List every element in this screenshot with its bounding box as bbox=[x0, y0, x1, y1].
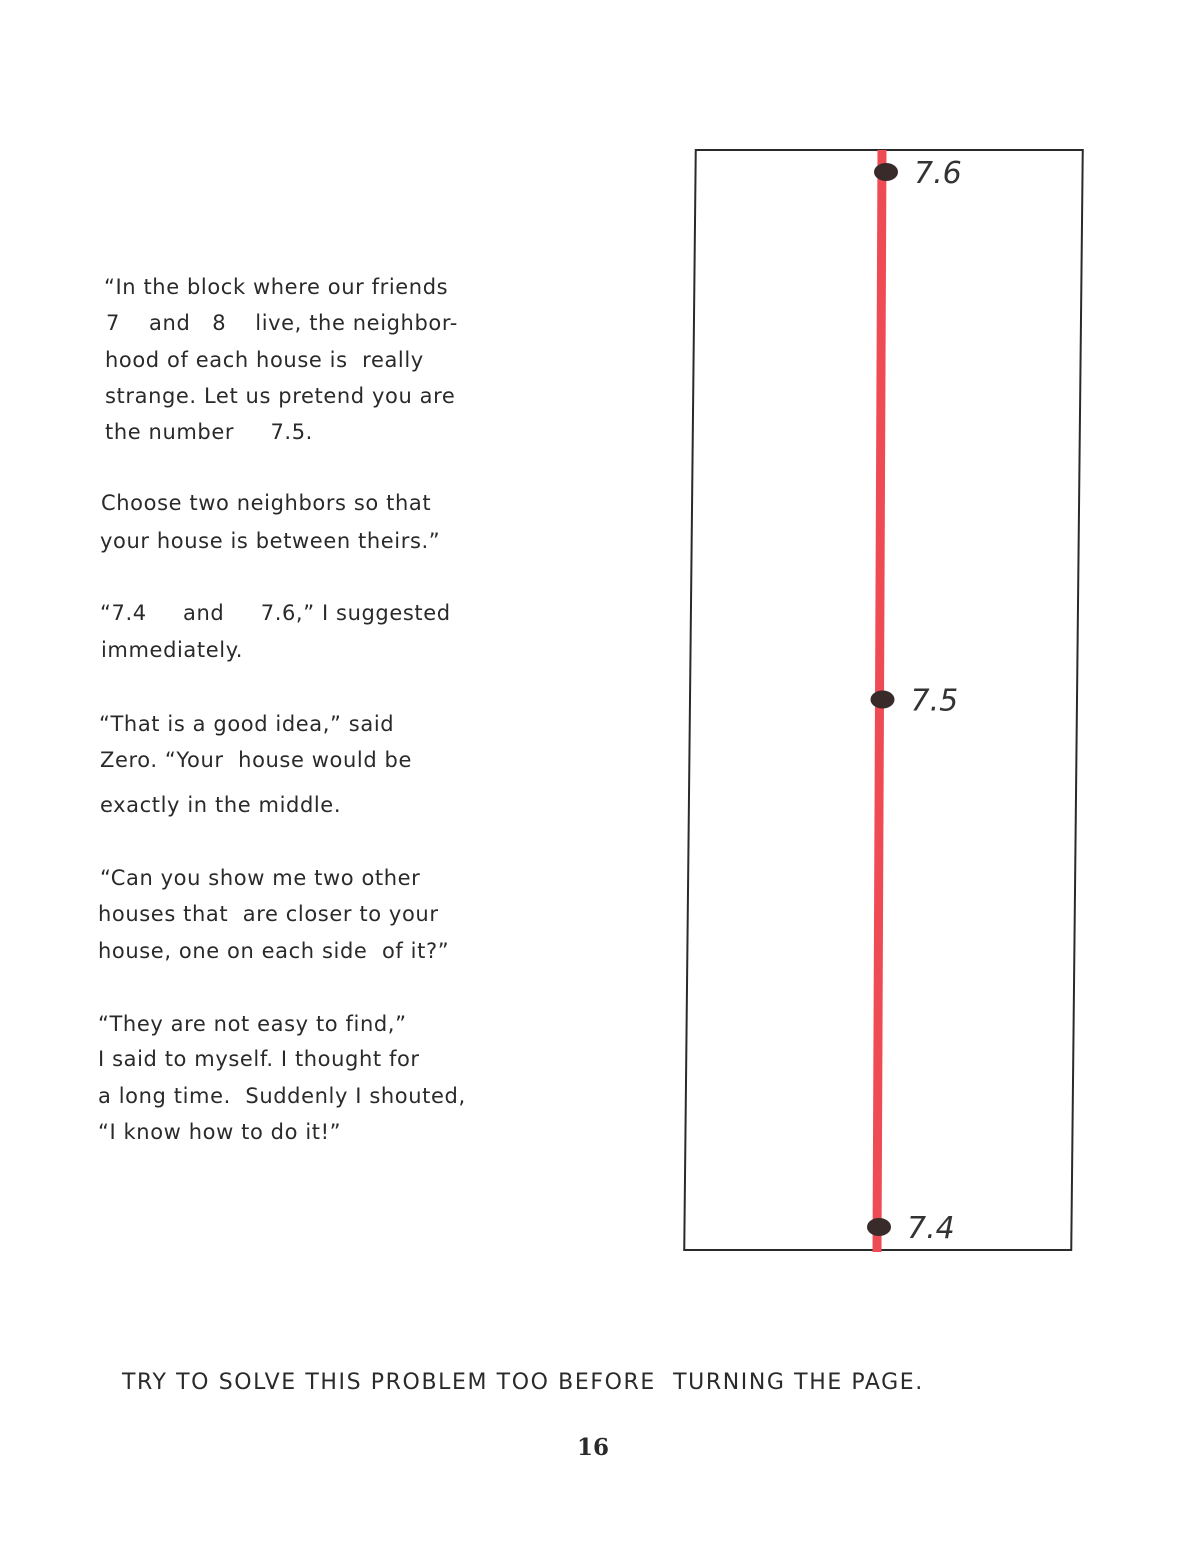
point-marker bbox=[874, 163, 898, 181]
point-label: 7.4 bbox=[907, 1211, 955, 1246]
story-line: “I know how to do it!” bbox=[98, 1120, 342, 1144]
story-line: exactly in the middle. bbox=[100, 793, 342, 817]
point-label: 7.6 bbox=[914, 156, 962, 191]
story-line: “7.4 and 7.6,” I suggested bbox=[100, 601, 451, 625]
story-line: houses that are closer to your bbox=[98, 902, 439, 926]
point-marker bbox=[871, 691, 895, 709]
story-line: “They are not easy to find,” bbox=[98, 1012, 407, 1036]
story-line: immediately. bbox=[101, 638, 243, 662]
story-line: strange. Let us pretend you are bbox=[105, 384, 456, 408]
point-marker bbox=[867, 1218, 891, 1236]
story-line: Zero. “Your house would be bbox=[100, 748, 412, 772]
point-label: 7.5 bbox=[910, 683, 959, 719]
story-line: “Can you show me two other bbox=[100, 866, 421, 890]
story-line: 7 and 8 live, the neighbor- bbox=[106, 311, 458, 335]
story-line: “That is a good idea,” said bbox=[99, 712, 395, 736]
story-line: house, one on each side of it?” bbox=[98, 939, 450, 963]
story-line: hood of each house is really bbox=[105, 348, 424, 372]
story-line: a long time. Suddenly I shouted, bbox=[98, 1084, 466, 1108]
story-line: Choose two neighbors so that bbox=[101, 491, 432, 515]
story-line: I said to myself. I thought for bbox=[98, 1047, 420, 1071]
story-line: your house is between theirs.” bbox=[100, 529, 441, 553]
instruction-text: TRY TO SOLVE THIS PROBLEM TOO BEFORE TURNING THE PAGE. bbox=[122, 1370, 924, 1395]
story-line: “In the block where our friends bbox=[104, 275, 449, 299]
story-line: the number 7.5. bbox=[105, 420, 313, 444]
page-number: 16 bbox=[577, 1434, 610, 1461]
